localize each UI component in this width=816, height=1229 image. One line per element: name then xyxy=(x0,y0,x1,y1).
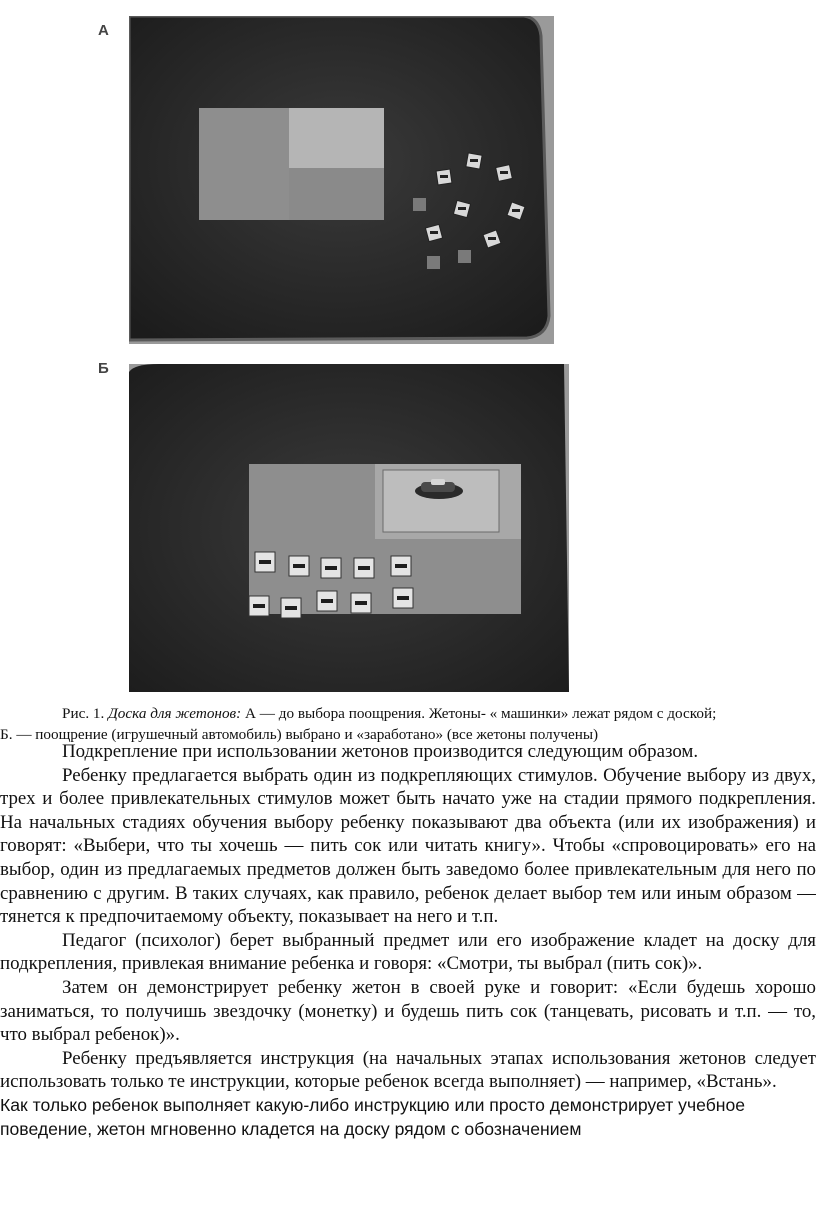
paragraph: Затем он демонстрирует ребенку жетон в своей руке и говорит: «Если будешь хорошо заниматься, то получишь звездочку (монетку) и будешь пить сок (танцевать, рисовать и т.п. — то, что выбрал ребенок)». xyxy=(0,976,816,1046)
paragraph: Как только ребенок выполняет какую-либо инструкцию или просто демонстрирует учебное поведение, жетон мгновенно кладется на доску рядом с обозначением xyxy=(0,1094,746,1139)
caption-line-1 xyxy=(0,703,816,724)
figure-panel-b-label: Б xyxy=(98,360,110,377)
caption-prefix: Рис. 1. xyxy=(62,705,109,722)
photo-token-board-before xyxy=(129,16,554,344)
figure-panel-a-label: А xyxy=(98,22,110,39)
caption-line-1-rest: А — до выбора поощрения. Жетоны- « машинки» лежат рядом с доской; xyxy=(241,705,717,722)
caption-title: Доска для жетонов: xyxy=(108,705,242,722)
token-board xyxy=(199,108,384,220)
article-body xyxy=(0,740,816,1141)
paragraph: Ребенку предъявляется инструкция (на начальных этапах использования жетонов следует использовать только те инструкции, которые ребенок всегда выполняет) — например, «Встань». xyxy=(0,1047,816,1093)
photo-token-board-after xyxy=(129,364,569,692)
paragraph: Ребенку предлагается выбрать один из подкрепляющих стимулов. Обучение выбору из двух, трех и более привлекательных стимулов может быть начато уже на стадии прямого подкрепления. На начальных стадиях обучения выбору ребенку показывают два объекта (или их изображения) и говорят: «Выбери, что ты хочешь — пить сок или читать книгу». Чтобы «спровоцировать» его на выбор, один из предлагаемых предметов должен быть заведомо более привлекательным для него по сравнению с другим. В таких случаях, как правило, ребенок делает выбор тем или иным образом — тянется к предпочитаемому объекту, показывает на него и т.п. xyxy=(0,764,816,928)
paragraph: Подкрепление при использовании жетонов производится следующим образом. xyxy=(62,741,699,762)
token-board xyxy=(249,464,521,614)
caption-line-2: Б. — поощрение (игрушечный автомобиль) выбрано и «заработано» (все жетоны получены) xyxy=(0,726,599,743)
paragraph: Педагог (психолог) берет выбранный предмет или его изображение кладет на доску для подкрепления, привлекая внимание ребенка и говоря: «Смотри, ты выбрал (пить сок)». xyxy=(0,929,816,975)
figure-caption xyxy=(0,703,816,745)
